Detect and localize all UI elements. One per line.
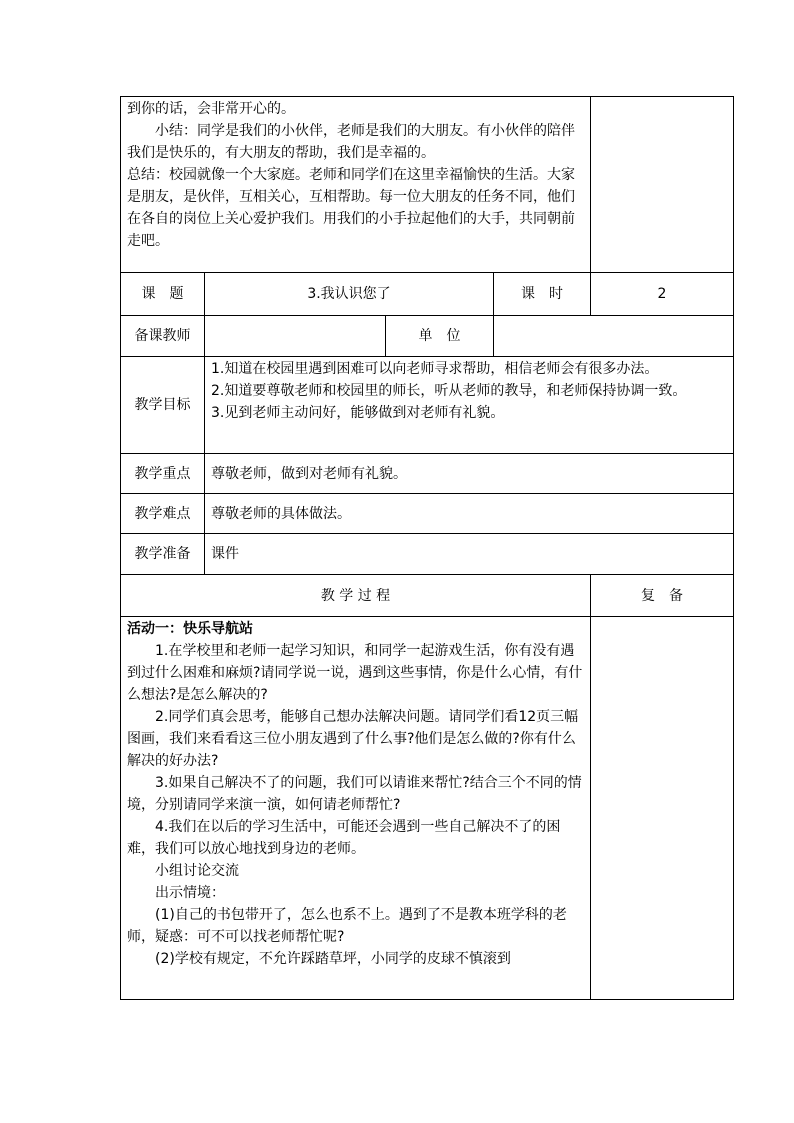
- goal-item: 1.知道在校园里遇到困难可以向老师寻求帮助，相信老师会有很多办法。: [211, 361, 659, 377]
- activity-paragraph: 3.如果自己解决不了的问题，我们可以请谁来帮忙?结合三个不同的情境，分别请同学来演一演，如何请老师帮忙?: [127, 775, 582, 813]
- topic-value: 3.我认识您了: [205, 273, 494, 316]
- preparation-row: [121, 534, 734, 575]
- activity-paragraph: 出示情境：: [155, 885, 225, 901]
- preparation-value: 课件: [205, 534, 734, 575]
- hours-value: 2: [591, 273, 734, 316]
- intro-row: [121, 97, 734, 273]
- summary-paragraph: 小结：同学是我们的小伙伴，老师是我们的大朋友。有小伙伴的陪伴我们是快乐的，有大朋友的帮助，我们是幸福的。: [127, 123, 575, 161]
- goal-item: 3.见到老师主动问好，能够做到对老师有礼貌。: [211, 405, 505, 421]
- teacher-value: [205, 316, 386, 357]
- goals-row: [121, 357, 734, 454]
- intro-review-cell: [591, 97, 734, 273]
- goals-cell: [205, 357, 734, 454]
- activity-title: 活动一：快乐导航站: [127, 621, 253, 637]
- goals-label: 教学目标: [121, 357, 205, 454]
- process-header: 教 学 过 程: [121, 575, 591, 617]
- key-points-row: [121, 454, 734, 494]
- intro-line: 到你的话，会非常开心的。: [127, 101, 295, 117]
- teacher-label: 备课教师: [121, 316, 205, 357]
- unit-value: [494, 316, 734, 357]
- review-header: 复 备: [591, 575, 734, 617]
- difficulty-row: [121, 494, 734, 534]
- teacher-row: [121, 316, 734, 357]
- activity-paragraph: 小组讨论交流: [155, 863, 239, 879]
- activity-paragraph: (1)自己的书包带开了，怎么也系不上。遇到了不是教本班学科的老师，疑惑：可不可以找老师帮忙呢?: [127, 907, 567, 945]
- activity-review-cell: [591, 617, 734, 1000]
- conclusion-paragraph: 总结：校园就像一个大家庭。老师和同学们在这里幸福愉快的生活。大家是朋友，是伙伴，互相关心，互相帮助。每一位大朋友的任务不同，他们在各自的岗位上关心爱护我们。用我们的小手拉起他们的大手，共同朝前走吧。: [127, 167, 575, 249]
- intro-cell: [121, 97, 591, 273]
- activity-paragraph: (2)学校有规定，不允许踩踏草坪，小同学的皮球不慎滚到: [155, 951, 511, 967]
- process-header-row: [121, 575, 734, 617]
- activity-paragraph: 4.我们在以后的学习生活中，可能还会遇到一些自己解决不了的困难，我们可以放心地找到身边的老师。: [127, 819, 561, 857]
- preparation-label: 教学准备: [121, 534, 205, 575]
- goal-item: 2.知道要尊敬老师和校园里的师长，听从老师的教导，和老师保持协调一致。: [211, 383, 687, 399]
- topic-label: 课 题: [121, 273, 205, 316]
- lesson-plan-table: [120, 96, 734, 1000]
- unit-label: 单 位: [386, 316, 494, 357]
- topic-row: [121, 273, 734, 316]
- hours-label: 课 时: [494, 273, 591, 316]
- difficulty-label: 教学难点: [121, 494, 205, 534]
- activity-paragraph: 1.在学校里和老师一起学习知识，和同学一起游戏生活，你有没有遇到过什么困难和麻烦?请同学说一说，遇到这些事情，你是什么心情，有什么想法?是怎么解决的?: [127, 643, 583, 703]
- activity-cell: [121, 617, 591, 1000]
- activity-row: [121, 617, 734, 1000]
- lesson-plan-page: [120, 96, 733, 1000]
- difficulty-value: 尊敬老师的具体做法。: [205, 494, 734, 534]
- key-points-value: 尊敬老师，做到对老师有礼貌。: [205, 454, 734, 494]
- key-points-label: 教学重点: [121, 454, 205, 494]
- activity-paragraph: 2.同学们真会思考，能够自己想办法解决问题。请同学们看12页三幅图画，我们来看看这三位小朋友遇到了什么事?他们是怎么做的?你有什么解决的好办法?: [127, 709, 579, 769]
